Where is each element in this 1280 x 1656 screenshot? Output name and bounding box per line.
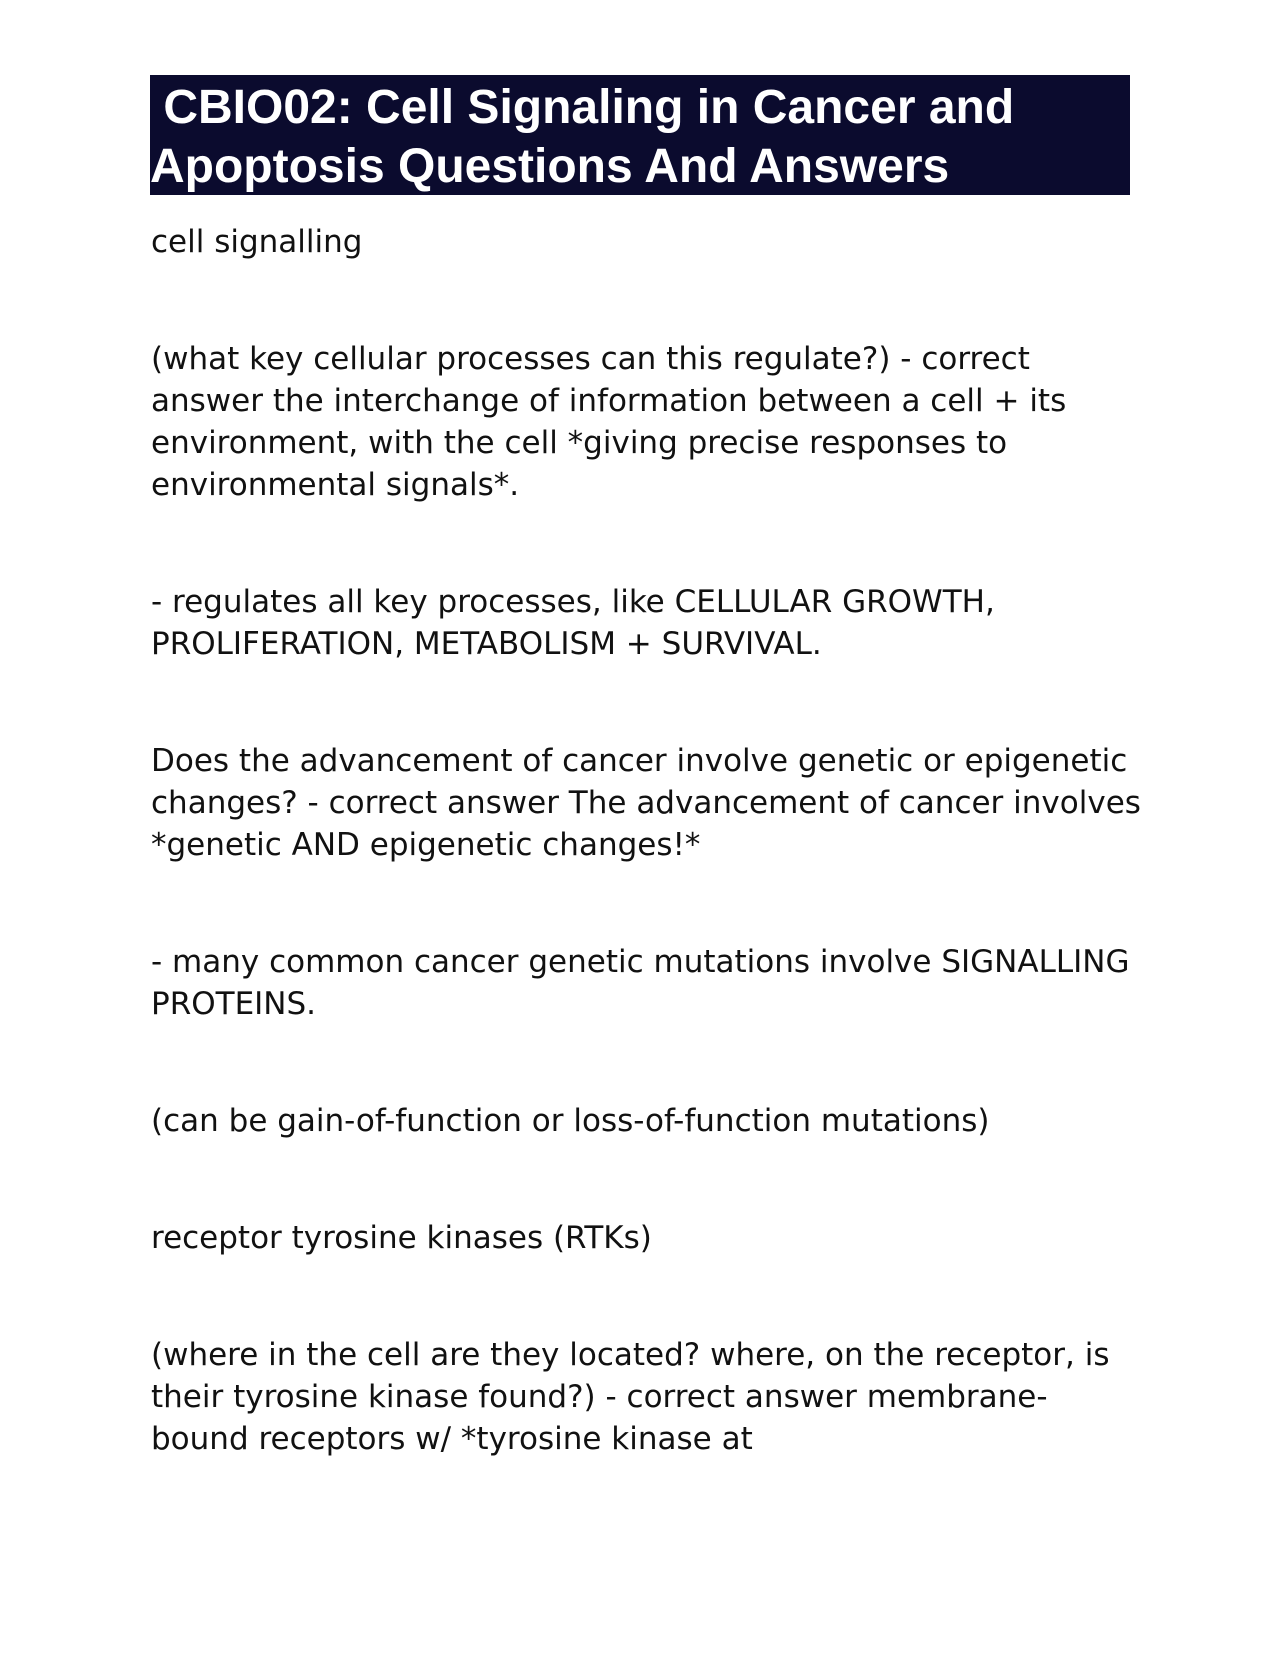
document-title: CBIO02: Cell Signaling in Cancer and Apoptosis Questions And Answers <box>150 81 1015 193</box>
paragraph: receptor tyrosine kinases (RTKs) <box>151 1220 652 1256</box>
paragraph: (where in the cell are they located? where, on the receptor, is their tyrosine kinase found?) - correct answer membrane-bound receptors w/ *tyrosine kinase at <box>151 1337 1110 1457</box>
document-body <box>151 221 1141 1535</box>
paragraph: Does the advancement of cancer involve genetic or epigenetic changes? - correct answer The advancement of cancer involves *genetic AND epigenetic changes!* <box>151 743 1141 863</box>
paragraph: - many common cancer genetic mutations involve SIGNALLING PROTEINS. <box>151 944 1130 1022</box>
paragraph: - regulates all key processes, like CELLULAR GROWTH, PROLIFERATION, METABOLISM + SURVIVAL. <box>151 584 995 662</box>
paragraph: (can be gain-of-function or loss-of-function mutations) <box>151 1103 990 1139</box>
paragraph: cell signalling <box>151 224 363 260</box>
title-banner <box>150 75 1130 195</box>
paragraph: (what key cellular processes can this regulate?) - correct answer the interchange of information between a cell + its environment, with the cell *giving precise responses to environmental signals*. <box>151 341 1067 503</box>
